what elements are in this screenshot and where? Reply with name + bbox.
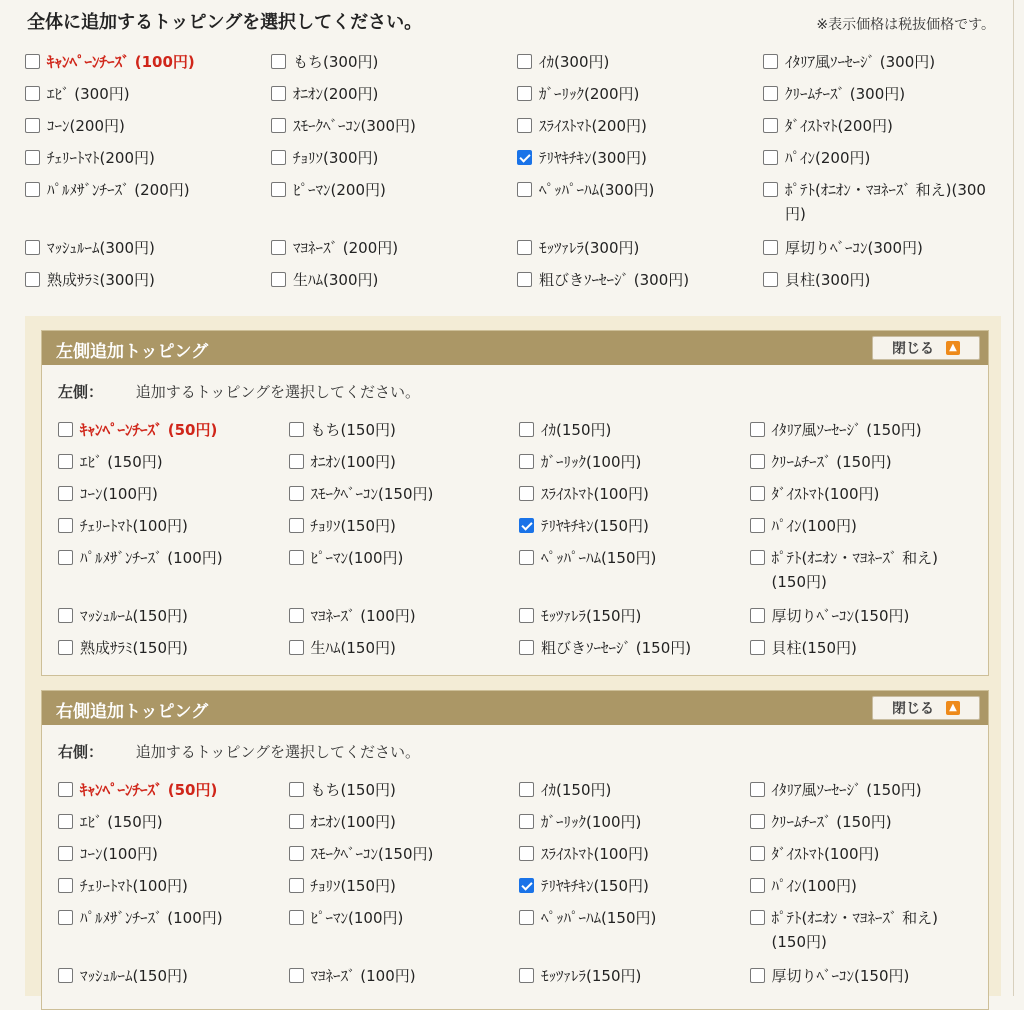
right-topping-label: ｴﾋﾞ (150円) bbox=[80, 813, 163, 831]
close-label: 閉じる bbox=[892, 701, 934, 717]
left-topping-checkbox[interactable] bbox=[289, 550, 304, 565]
whole-topping-label: 粗びきｿｰｾｰｼﾞ (300円) bbox=[539, 271, 690, 289]
whole-topping-option[interactable] bbox=[517, 236, 763, 268]
left-topping-option[interactable] bbox=[289, 636, 520, 668]
left-topping-option[interactable] bbox=[750, 546, 981, 604]
right-topping-checkbox[interactable] bbox=[750, 910, 765, 925]
left-topping-option[interactable] bbox=[519, 546, 750, 604]
whole-topping-checkbox[interactable] bbox=[763, 182, 778, 197]
side-toppings-area bbox=[25, 316, 1001, 996]
whole-topping-label: ｵﾆｵﾝ(200円) bbox=[293, 85, 379, 103]
right-side-label: 右側： bbox=[58, 743, 104, 761]
whole-topping-option[interactable] bbox=[25, 236, 271, 268]
whole-topping-checkbox[interactable] bbox=[517, 86, 532, 101]
whole-topping-grid bbox=[25, 50, 1009, 300]
right-topping-option[interactable] bbox=[750, 964, 981, 996]
left-topping-checkbox[interactable] bbox=[58, 608, 73, 623]
left-topping-label: ﾁｪﾘｰﾄﾏﾄ(100円) bbox=[80, 517, 188, 535]
whole-topping-option[interactable] bbox=[25, 146, 271, 178]
left-topping-option[interactable] bbox=[519, 418, 750, 450]
whole-topping-label: 生ﾊﾑ(300円) bbox=[293, 271, 379, 289]
left-topping-checkbox[interactable] bbox=[58, 550, 73, 565]
whole-topping-label: ﾏｯｼｭﾙｰﾑ(300円) bbox=[47, 239, 155, 257]
left-topping-checkbox[interactable] bbox=[750, 486, 765, 501]
left-topping-label: ｷｬﾝﾍﾟｰﾝﾁｰｽﾞ (50円) bbox=[80, 421, 218, 439]
whole-topping-option[interactable] bbox=[271, 82, 517, 114]
right-topping-label: ｷｬﾝﾍﾟｰﾝﾁｰｽﾞ (50円) bbox=[80, 781, 218, 799]
left-topping-label: ﾋﾟｰﾏﾝ(100円) bbox=[310, 549, 404, 567]
whole-topping-checkbox[interactable] bbox=[271, 54, 286, 69]
left-topping-label: 貝柱(150円) bbox=[771, 639, 857, 657]
left-topping-option[interactable] bbox=[519, 604, 750, 636]
left-topping-option[interactable] bbox=[58, 450, 289, 482]
left-topping-checkbox[interactable] bbox=[58, 518, 73, 533]
left-topping-option[interactable] bbox=[289, 514, 520, 546]
right-topping-label: ﾊﾟｲﾝ(100円) bbox=[771, 877, 857, 895]
left-topping-checkbox[interactable] bbox=[750, 454, 765, 469]
left-topping-grid bbox=[58, 418, 980, 668]
whole-topping-option[interactable] bbox=[763, 50, 1009, 82]
right-topping-checkbox[interactable] bbox=[58, 814, 73, 829]
whole-topping-option[interactable] bbox=[25, 268, 271, 300]
left-topping-label: ﾏﾖﾈｰｽﾞ (100円) bbox=[310, 607, 416, 625]
right-topping-option[interactable] bbox=[289, 964, 520, 996]
whole-topping-checkbox[interactable] bbox=[271, 150, 286, 165]
left-topping-label: ｺｰﾝ(100円) bbox=[80, 485, 158, 503]
left-topping-label: ﾀﾞｲｽﾄﾏﾄ(100円) bbox=[771, 485, 880, 503]
left-topping-checkbox[interactable] bbox=[519, 608, 534, 623]
right-topping-checkbox[interactable] bbox=[519, 782, 534, 797]
whole-topping-checkbox[interactable] bbox=[25, 54, 40, 69]
whole-topping-checkbox[interactable] bbox=[517, 182, 532, 197]
whole-topping-checkbox[interactable] bbox=[271, 182, 286, 197]
left-topping-label: ｴﾋﾞ (150円) bbox=[80, 453, 163, 471]
left-topping-option[interactable] bbox=[58, 604, 289, 636]
right-topping-checkbox[interactable] bbox=[750, 968, 765, 983]
whole-topping-label: 熟成ｻﾗﾐ(300円) bbox=[47, 271, 155, 289]
right-topping-label: ｽﾓｰｸﾍﾞｰｺﾝ(150円) bbox=[310, 845, 434, 863]
whole-topping-label: ﾓｯﾂｧﾚﾗ(300円) bbox=[539, 239, 640, 257]
left-topping-label: ﾊﾟｲﾝ(100円) bbox=[771, 517, 857, 535]
left-topping-checkbox[interactable] bbox=[58, 454, 73, 469]
whole-topping-label: 厚切りﾍﾞｰｺﾝ(300円) bbox=[785, 239, 923, 257]
left-topping-label: もち(150円) bbox=[310, 421, 396, 439]
right-topping-label: ﾓｯﾂｧﾚﾗ(150円) bbox=[541, 967, 642, 985]
right-topping-option[interactable] bbox=[519, 778, 750, 810]
whole-topping-label: 貝柱(300円) bbox=[785, 271, 871, 289]
right-topping-label: ﾃﾘﾔｷﾁｷﾝ(150円) bbox=[541, 877, 649, 895]
left-topping-label: ｵﾆｵﾝ(100円) bbox=[310, 453, 396, 471]
left-panel-instruction-row bbox=[58, 381, 420, 402]
whole-topping-option[interactable] bbox=[763, 236, 1009, 268]
right-topping-option[interactable] bbox=[289, 842, 520, 874]
left-panel-close-button[interactable] bbox=[872, 336, 980, 360]
whole-topping-option[interactable] bbox=[271, 236, 517, 268]
left-topping-option[interactable] bbox=[289, 482, 520, 514]
close-label: 閉じる bbox=[892, 341, 934, 357]
whole-topping-checkbox[interactable] bbox=[25, 86, 40, 101]
right-topping-option[interactable] bbox=[58, 778, 289, 810]
right-panel-title: 右側追加トッピング bbox=[56, 702, 209, 722]
left-topping-option[interactable] bbox=[750, 418, 981, 450]
right-topping-checkbox[interactable] bbox=[58, 782, 73, 797]
whole-topping-checkbox[interactable] bbox=[763, 150, 778, 165]
left-topping-option[interactable] bbox=[750, 514, 981, 546]
right-topping-option[interactable] bbox=[58, 964, 289, 996]
left-topping-option[interactable] bbox=[750, 604, 981, 636]
right-topping-label: もち(150円) bbox=[310, 781, 396, 799]
right-topping-checkbox[interactable] bbox=[58, 910, 73, 925]
left-topping-checkbox[interactable] bbox=[750, 550, 765, 565]
right-topping-checkbox[interactable] bbox=[750, 878, 765, 893]
right-topping-option[interactable] bbox=[750, 842, 981, 874]
left-topping-label: ﾏｯｼｭﾙｰﾑ(150円) bbox=[80, 607, 188, 625]
left-instruction: 追加するトッピングを選択してください。 bbox=[135, 383, 421, 401]
right-topping-grid bbox=[58, 778, 980, 996]
left-topping-option[interactable] bbox=[519, 514, 750, 546]
right-topping-label: ｲｶ(150円) bbox=[541, 781, 612, 799]
left-topping-label: ﾃﾘﾔｷﾁｷﾝ(150円) bbox=[541, 517, 649, 535]
whole-topping-option[interactable] bbox=[271, 50, 517, 82]
whole-topping-checkbox[interactable] bbox=[25, 118, 40, 133]
whole-topping-option[interactable] bbox=[517, 82, 763, 114]
right-topping-checkbox[interactable] bbox=[289, 814, 304, 829]
left-topping-option[interactable] bbox=[58, 546, 289, 604]
left-topping-option[interactable] bbox=[58, 636, 289, 668]
whole-topping-option[interactable] bbox=[25, 50, 271, 82]
right-topping-option[interactable] bbox=[750, 874, 981, 906]
left-side-label: 左側： bbox=[58, 383, 104, 401]
left-topping-checkbox[interactable] bbox=[289, 454, 304, 469]
whole-topping-option[interactable] bbox=[517, 146, 763, 178]
right-topping-label: ﾏｯｼｭﾙｰﾑ(150円) bbox=[80, 967, 188, 985]
whole-topping-checkbox[interactable] bbox=[517, 118, 532, 133]
left-topping-checkbox[interactable] bbox=[58, 640, 73, 655]
whole-topping-option[interactable] bbox=[25, 82, 271, 114]
left-topping-option[interactable] bbox=[750, 482, 981, 514]
left-topping-option[interactable] bbox=[289, 546, 520, 604]
whole-topping-option[interactable] bbox=[517, 50, 763, 82]
whole-topping-label: ｷｬﾝﾍﾟｰﾝﾁｰｽﾞ (100円) bbox=[47, 53, 195, 71]
whole-topping-option[interactable] bbox=[271, 146, 517, 178]
left-topping-checkbox[interactable] bbox=[289, 608, 304, 623]
right-topping-label: 厚切りﾍﾞｰｺﾝ(150円) bbox=[771, 967, 910, 985]
right-topping-checkbox[interactable] bbox=[519, 968, 534, 983]
left-topping-option[interactable] bbox=[58, 418, 289, 450]
right-topping-label: ﾊﾟﾙﾒｻﾞﾝﾁｰｽﾞ (100円) bbox=[80, 909, 223, 927]
right-topping-label: ﾋﾟｰﾏﾝ(100円) bbox=[310, 909, 404, 927]
left-topping-option[interactable] bbox=[519, 450, 750, 482]
right-instruction: 追加するトッピングを選択してください。 bbox=[135, 743, 421, 761]
right-topping-checkbox[interactable] bbox=[289, 782, 304, 797]
left-topping-label: 生ﾊﾑ(150円) bbox=[310, 639, 396, 657]
chevron-up-icon: ▲ bbox=[946, 701, 960, 715]
whole-topping-option[interactable] bbox=[271, 114, 517, 146]
whole-topping-label: ｴﾋﾞ (300円) bbox=[47, 85, 130, 103]
whole-topping-label: ﾊﾟｲﾝ(200円) bbox=[785, 149, 871, 167]
left-topping-checkbox[interactable] bbox=[289, 640, 304, 655]
whole-topping-label: ｲｶ(300円) bbox=[539, 53, 610, 71]
right-topping-label: ｶﾞｰﾘｯｸ(100円) bbox=[541, 813, 642, 831]
left-topping-checkbox[interactable] bbox=[519, 454, 534, 469]
whole-topping-checkbox[interactable] bbox=[517, 240, 532, 255]
left-topping-label: ｽﾓｰｸﾍﾞｰｺﾝ(150円) bbox=[310, 485, 434, 503]
right-topping-option[interactable] bbox=[289, 778, 520, 810]
whole-topping-label: ｸﾘｰﾑﾁｰｽﾞ (300円) bbox=[785, 85, 906, 103]
whole-topping-checkbox[interactable] bbox=[517, 272, 532, 287]
right-topping-label: ﾁｪﾘｰﾄﾏﾄ(100円) bbox=[80, 877, 188, 895]
whole-topping-option[interactable] bbox=[763, 146, 1009, 178]
whole-topping-checkbox[interactable] bbox=[25, 272, 40, 287]
left-topping-label: ﾎﾟﾃﾄ(ｵﾆｵﾝ・ﾏﾖﾈｰｽﾞ 和え)(150円) bbox=[771, 549, 938, 591]
whole-topping-checkbox[interactable] bbox=[763, 272, 778, 287]
left-topping-label: ｲｶ(150円) bbox=[541, 421, 612, 439]
right-topping-option[interactable] bbox=[289, 874, 520, 906]
right-topping-option[interactable] bbox=[519, 964, 750, 996]
left-topping-checkbox[interactable] bbox=[519, 550, 534, 565]
whole-topping-label: ﾋﾟｰﾏﾝ(200円) bbox=[293, 181, 386, 199]
right-topping-option[interactable] bbox=[519, 906, 750, 964]
left-topping-option[interactable] bbox=[519, 482, 750, 514]
whole-topping-checkbox[interactable] bbox=[763, 86, 778, 101]
right-topping-checkbox[interactable] bbox=[519, 910, 534, 925]
right-topping-option[interactable] bbox=[750, 906, 981, 964]
right-topping-checkbox[interactable] bbox=[519, 814, 534, 829]
left-topping-panel bbox=[41, 330, 989, 676]
right-topping-option[interactable] bbox=[289, 906, 520, 964]
whole-topping-checkbox[interactable] bbox=[25, 240, 40, 255]
left-topping-option[interactable] bbox=[519, 636, 750, 668]
right-topping-checkbox[interactable] bbox=[58, 968, 73, 983]
left-topping-checkbox[interactable] bbox=[519, 486, 534, 501]
right-topping-checkbox[interactable] bbox=[519, 846, 534, 861]
left-topping-label: ﾊﾟﾙﾒｻﾞﾝﾁｰｽﾞ (100円) bbox=[80, 549, 223, 567]
whole-topping-checkbox[interactable] bbox=[763, 240, 778, 255]
whole-topping-checkbox[interactable] bbox=[763, 54, 778, 69]
left-topping-checkbox[interactable] bbox=[289, 486, 304, 501]
whole-topping-label: ｺｰﾝ(200円) bbox=[47, 117, 125, 135]
left-topping-option[interactable] bbox=[289, 418, 520, 450]
whole-topping-option[interactable] bbox=[271, 268, 517, 300]
whole-topping-label: ﾊﾟﾙﾒｻﾞﾝﾁｰｽﾞ (200円) bbox=[47, 181, 190, 199]
left-topping-label: ｽﾗｲｽﾄﾏﾄ(100円) bbox=[541, 485, 649, 503]
right-topping-label: ｺｰﾝ(100円) bbox=[80, 845, 158, 863]
whole-topping-label: ｲﾀﾘｱ風ｿｰｾｰｼﾞ (300円) bbox=[785, 53, 936, 71]
left-topping-checkbox[interactable] bbox=[750, 422, 765, 437]
right-topping-checkbox[interactable] bbox=[519, 878, 534, 893]
right-topping-checkbox[interactable] bbox=[289, 968, 304, 983]
left-topping-label: ｸﾘｰﾑﾁｰｽﾞ (150円) bbox=[771, 453, 892, 471]
whole-topping-checkbox[interactable] bbox=[517, 54, 532, 69]
left-topping-checkbox[interactable] bbox=[750, 640, 765, 655]
right-topping-option[interactable] bbox=[519, 874, 750, 906]
whole-topping-label: ｽﾗｲｽﾄﾏﾄ(200円) bbox=[539, 117, 647, 135]
right-topping-panel bbox=[41, 690, 989, 1010]
left-topping-checkbox[interactable] bbox=[519, 422, 534, 437]
right-topping-checkbox[interactable] bbox=[58, 846, 73, 861]
whole-topping-checkbox[interactable] bbox=[25, 150, 40, 165]
left-topping-option[interactable] bbox=[58, 514, 289, 546]
whole-topping-label: ﾁｪﾘｰﾄﾏﾄ(200円) bbox=[47, 149, 155, 167]
right-topping-label: ﾎﾟﾃﾄ(ｵﾆｵﾝ・ﾏﾖﾈｰｽﾞ 和え)(150円) bbox=[771, 909, 938, 951]
right-panel-close-button[interactable] bbox=[872, 696, 980, 720]
whole-topping-label: もち(300円) bbox=[293, 53, 379, 71]
left-topping-option[interactable] bbox=[750, 450, 981, 482]
left-topping-label: ｶﾞｰﾘｯｸ(100円) bbox=[541, 453, 642, 471]
whole-topping-option[interactable] bbox=[25, 114, 271, 146]
right-panel-header bbox=[42, 691, 988, 725]
whole-topping-option[interactable] bbox=[517, 114, 763, 146]
whole-topping-label: ｽﾓｰｸﾍﾞｰｺﾝ(300円) bbox=[293, 117, 416, 135]
whole-topping-label: ﾍﾟｯﾊﾟｰﾊﾑ(300円) bbox=[539, 181, 655, 199]
whole-topping-option[interactable] bbox=[517, 178, 763, 236]
right-topping-label: ﾏﾖﾈｰｽﾞ (100円) bbox=[310, 967, 416, 985]
left-topping-label: 熟成ｻﾗﾐ(150円) bbox=[80, 639, 188, 657]
right-topping-option[interactable] bbox=[519, 810, 750, 842]
left-topping-label: 粗びきｿｰｾｰｼﾞ (150円) bbox=[541, 639, 692, 657]
whole-topping-checkbox[interactable] bbox=[25, 182, 40, 197]
whole-topping-option[interactable] bbox=[25, 178, 271, 236]
left-topping-option[interactable] bbox=[58, 482, 289, 514]
whole-topping-checkbox[interactable] bbox=[517, 150, 532, 165]
right-topping-option[interactable] bbox=[58, 906, 289, 964]
whole-topping-option[interactable] bbox=[763, 114, 1009, 146]
whole-topping-label: ﾎﾟﾃﾄ(ｵﾆｵﾝ・ﾏﾖﾈｰｽﾞ 和え)(300円) bbox=[785, 181, 986, 223]
right-topping-option[interactable] bbox=[58, 874, 289, 906]
right-topping-option[interactable] bbox=[750, 778, 981, 810]
whole-topping-checkbox[interactable] bbox=[271, 240, 286, 255]
whole-topping-label: ﾀﾞｲｽﾄﾏﾄ(200円) bbox=[785, 117, 893, 135]
whole-topping-checkbox[interactable] bbox=[271, 272, 286, 287]
left-topping-label: 厚切りﾍﾞｰｺﾝ(150円) bbox=[771, 607, 910, 625]
right-topping-label: ﾍﾟｯﾊﾟｰﾊﾑ(150円) bbox=[541, 909, 657, 927]
left-topping-option[interactable] bbox=[289, 450, 520, 482]
right-topping-label: ｸﾘｰﾑﾁｰｽﾞ (150円) bbox=[771, 813, 892, 831]
left-topping-checkbox[interactable] bbox=[58, 422, 73, 437]
left-topping-checkbox[interactable] bbox=[519, 518, 534, 533]
whole-topping-option[interactable] bbox=[763, 178, 1009, 236]
left-topping-option[interactable] bbox=[750, 636, 981, 668]
whole-topping-checkbox[interactable] bbox=[763, 118, 778, 133]
left-topping-checkbox[interactable] bbox=[289, 518, 304, 533]
left-topping-checkbox[interactable] bbox=[750, 518, 765, 533]
whole-topping-option[interactable] bbox=[271, 178, 517, 236]
left-topping-label: ｲﾀﾘｱ風ｿｰｾｰｼﾞ (150円) bbox=[771, 421, 922, 439]
left-topping-option[interactable] bbox=[289, 604, 520, 636]
whole-topping-checkbox[interactable] bbox=[271, 118, 286, 133]
right-topping-label: ｲﾀﾘｱ風ｿｰｾｰｼﾞ (150円) bbox=[771, 781, 922, 799]
right-topping-checkbox[interactable] bbox=[750, 846, 765, 861]
left-topping-label: ﾁｮﾘｿ(150円) bbox=[310, 517, 396, 535]
left-topping-label: ﾍﾟｯﾊﾟｰﾊﾑ(150円) bbox=[541, 549, 657, 567]
right-topping-checkbox[interactable] bbox=[750, 782, 765, 797]
page-title: 全体に追加するトッピングを選択してください。 bbox=[27, 12, 423, 33]
right-topping-label: ﾁｮﾘｿ(150円) bbox=[310, 877, 396, 895]
chevron-up-icon: ▲ bbox=[946, 341, 960, 355]
whole-topping-label: ﾏﾖﾈｰｽﾞ (200円) bbox=[293, 239, 399, 257]
left-topping-checkbox[interactable] bbox=[58, 486, 73, 501]
right-topping-option[interactable] bbox=[58, 810, 289, 842]
left-topping-checkbox[interactable] bbox=[289, 422, 304, 437]
whole-topping-option[interactable] bbox=[763, 268, 1009, 300]
right-topping-checkbox[interactable] bbox=[289, 910, 304, 925]
tax-note: ※表示価格は税抜価格です。 bbox=[816, 17, 995, 33]
right-topping-option[interactable] bbox=[289, 810, 520, 842]
left-topping-checkbox[interactable] bbox=[750, 608, 765, 623]
left-panel-header bbox=[42, 331, 988, 365]
whole-topping-checkbox[interactable] bbox=[271, 86, 286, 101]
right-topping-label: ﾀﾞｲｽﾄﾏﾄ(100円) bbox=[771, 845, 880, 863]
right-topping-checkbox[interactable] bbox=[289, 878, 304, 893]
whole-topping-option[interactable] bbox=[517, 268, 763, 300]
right-topping-checkbox[interactable] bbox=[58, 878, 73, 893]
right-topping-label: ｽﾗｲｽﾄﾏﾄ(100円) bbox=[541, 845, 649, 863]
right-panel-instruction-row bbox=[58, 741, 420, 762]
whole-topping-label: ﾃﾘﾔｷﾁｷﾝ(300円) bbox=[539, 149, 647, 167]
right-topping-option[interactable] bbox=[750, 810, 981, 842]
left-panel-title: 左側追加トッピング bbox=[56, 342, 209, 362]
right-topping-option[interactable] bbox=[58, 842, 289, 874]
whole-topping-label: ﾁｮﾘｿ(300円) bbox=[293, 149, 379, 167]
right-topping-checkbox[interactable] bbox=[289, 846, 304, 861]
left-topping-checkbox[interactable] bbox=[519, 640, 534, 655]
right-topping-label: ｵﾆｵﾝ(100円) bbox=[310, 813, 396, 831]
right-topping-option[interactable] bbox=[519, 842, 750, 874]
whole-topping-option[interactable] bbox=[763, 82, 1009, 114]
right-topping-checkbox[interactable] bbox=[750, 814, 765, 829]
whole-topping-label: ｶﾞｰﾘｯｸ(200円) bbox=[539, 85, 640, 103]
left-topping-label: ﾓｯﾂｧﾚﾗ(150円) bbox=[541, 607, 642, 625]
